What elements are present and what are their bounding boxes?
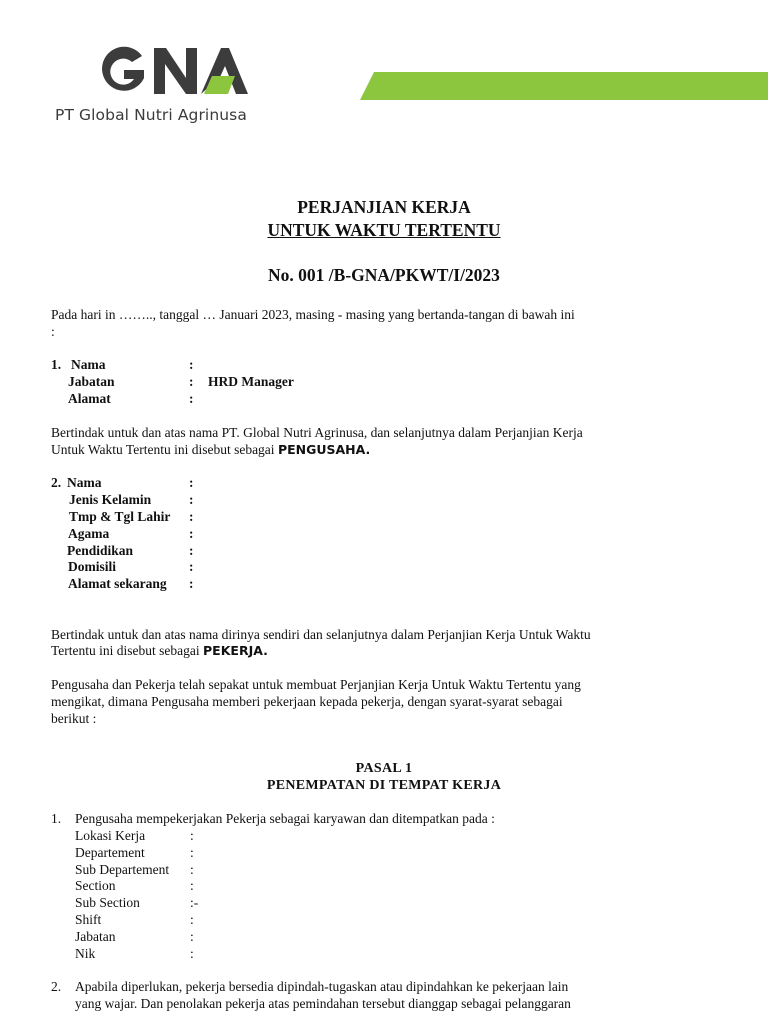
field-shift-colon: : <box>190 912 194 927</box>
party1-desc-line-2 <box>51 442 370 458</box>
party1-number: 1. <box>51 357 62 372</box>
field-shift-label: Shift <box>75 912 102 927</box>
title-line-2-text: UNTUK WAKTU TERTENTU <box>267 220 501 240</box>
party2-desc-text: Tertentu ini disebut sebagai <box>51 643 200 658</box>
intro-line-2: : <box>51 324 55 339</box>
pasal1-item2-number: 2. <box>51 979 62 994</box>
party2-nama-label: Nama <box>67 475 102 490</box>
party2-nama-colon: : <box>189 475 194 490</box>
party2-alamat-label: Alamat sekarang <box>68 576 167 591</box>
party2-desc-line-2 <box>51 643 268 659</box>
party2-ttl-colon: : <box>189 509 194 524</box>
field-nik-colon: : <box>190 946 194 961</box>
party1-jabatan-value: HRD Manager <box>208 374 294 389</box>
party1-desc-text: Untuk Waktu Tertentu ini disebut sebagai <box>51 442 275 457</box>
party2-alamat-colon: : <box>189 576 194 591</box>
party2-domisili-colon: : <box>189 559 194 574</box>
pasal1-item1-text: Pengusaha mempekerjakan Pekerja sebagai karyawan dan ditempatkan pada : <box>75 811 495 826</box>
company-logo <box>98 42 248 100</box>
field-departement-label: Departement <box>75 845 145 860</box>
party1-role: PENGUSAHA. <box>277 442 371 457</box>
party2-desc-line-1: Bertindak untuk dan atas nama dirinya sendiri dan selanjutnya dalam Perjanjian Kerja Untuk Waktu <box>51 627 591 642</box>
party1-alamat-colon: : <box>189 391 194 406</box>
party2-kelamin-colon: : <box>189 492 194 507</box>
field-nik-label: Nik <box>75 946 96 961</box>
field-sub-section-label: Sub Section <box>75 895 140 910</box>
party1-jabatan-label: Jabatan <box>68 374 115 389</box>
field-departement-colon: : <box>190 845 194 860</box>
field-sub-departement-label: Sub Departement <box>75 862 170 877</box>
title-line-1: PERJANJIAN KERJA <box>297 197 471 217</box>
field-section-colon: : <box>190 878 194 893</box>
agreement-line-2: mengikat, dimana Pengusaha memberi pekerjaan kepada pekerja, dengan syarat-syarat sebagai <box>51 694 563 709</box>
party2-agama-label: Agama <box>68 526 110 541</box>
party2-domisili-label: Domisili <box>68 559 117 574</box>
field-jabatan-colon: : <box>190 929 194 944</box>
field-section-label: Section <box>75 878 116 893</box>
document-number: No. 001 /B-GNA/PKWT/I/2023 <box>268 265 500 285</box>
intro-line-1: Pada hari in …….., tanggal … Januari 2023, masing - masing yang bertanda-tangan di bawah ini <box>51 307 575 322</box>
agreement-line-3: berikut : <box>51 711 97 726</box>
party1-nama-label: Nama <box>71 357 106 372</box>
pasal1-item2-line-2: yang wajar. Dan penolakan pekerja atas pemindahan tersebut dianggap sebagai pelanggaran <box>75 996 571 1011</box>
party2-role: PEKERJA. <box>203 643 268 658</box>
party2-agama-colon: : <box>189 526 194 541</box>
field-lokasi-kerja-label: Lokasi Kerja <box>75 828 146 843</box>
field-sub-departement-colon: : <box>190 862 194 877</box>
party1-desc-line-1: Bertindak untuk dan atas nama PT. Global Nutri Agrinusa, dan selanjutnya dalam Perjanjian Kerja <box>51 425 583 440</box>
party2-ttl-label: Tmp & Tgl Lahir <box>69 509 171 524</box>
party2-pendidikan-colon: : <box>189 543 194 558</box>
title-line-2 <box>0 219 768 241</box>
party1-jabatan-colon: : <box>189 374 194 389</box>
pasal1-item1-number: 1. <box>51 811 62 826</box>
field-lokasi-kerja-colon: : <box>190 828 194 843</box>
party2-kelamin-label: Jenis Kelamin <box>69 492 152 507</box>
agreement-line-1: Pengusaha dan Pekerja telah sepakat untuk membuat Perjanjian Kerja Untuk Waktu Tertentu yang <box>51 677 581 692</box>
party1-alamat-label: Alamat <box>68 391 111 406</box>
field-jabatan-label: Jabatan <box>75 929 116 944</box>
party2-number: 2. <box>51 475 62 490</box>
header-accent-bar <box>360 72 768 100</box>
party1-nama-colon: : <box>189 357 194 372</box>
party2-pendidikan-label: Pendidikan <box>67 543 134 558</box>
gna-logo-graphic <box>98 42 248 100</box>
company-name: PT Global Nutri Agrinusa <box>55 106 247 124</box>
field-sub-section-colon: :- <box>190 895 199 910</box>
pasal1-item2-line-1: Apabila diperlukan, pekerja bersedia dipindah-tugaskan atau dipindahkan ke pekerjaan lain <box>75 979 569 994</box>
pasal1-subheading: PENEMPATAN DI TEMPAT KERJA <box>266 778 502 793</box>
pasal1-heading: PASAL 1 <box>355 761 413 776</box>
